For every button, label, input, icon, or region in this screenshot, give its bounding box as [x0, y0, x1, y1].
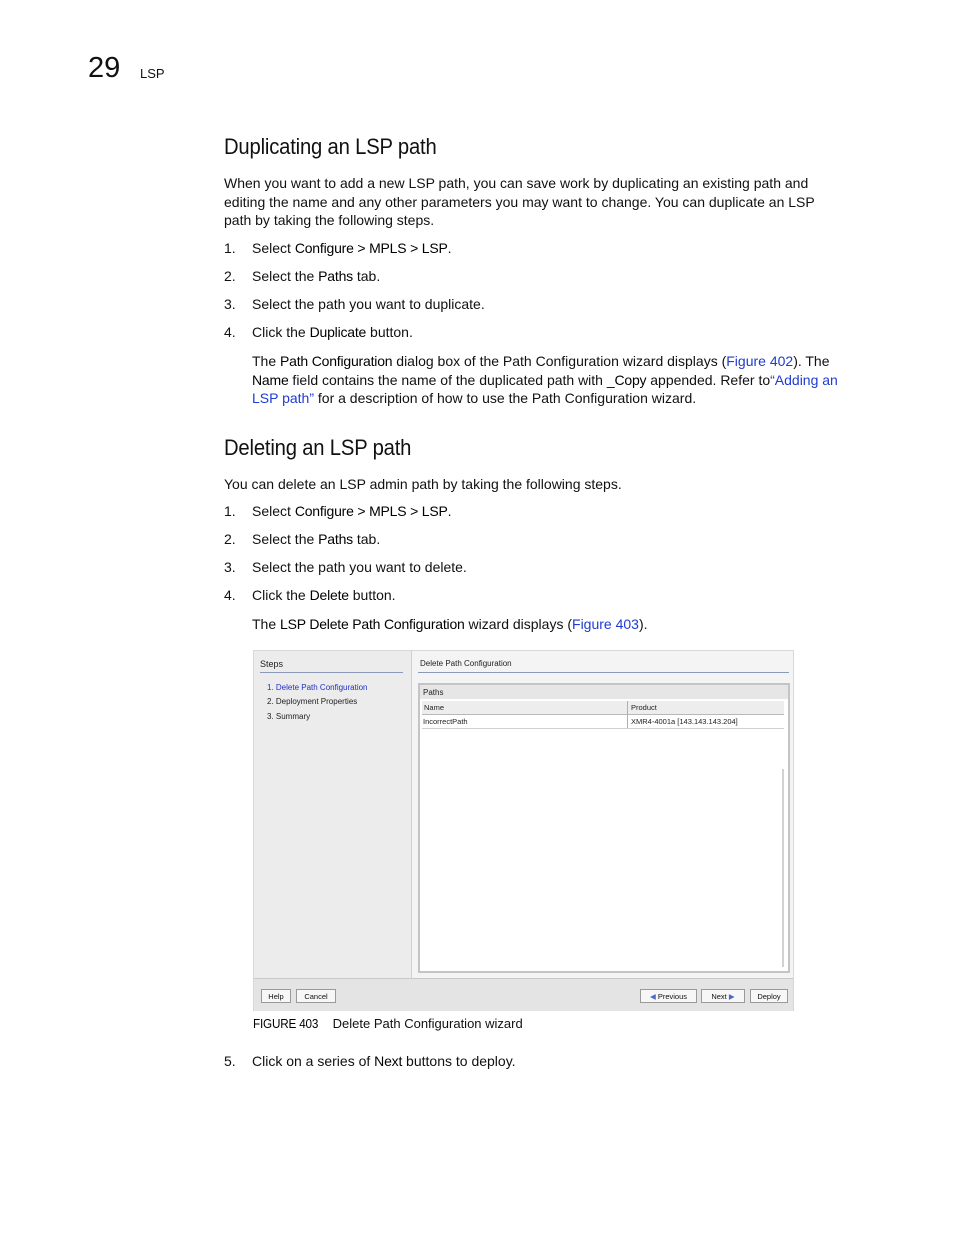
step-text: Click on a series of [252, 1053, 375, 1069]
note-bold: Name [252, 371, 289, 388]
note-text: ). The [793, 353, 830, 369]
step-text: . [447, 240, 452, 256]
button-bar [254, 978, 793, 1011]
step-number: 1. [224, 503, 236, 519]
arrow-left-icon: ◀ [649, 992, 656, 1001]
wizard-step-3[interactable]: 3. Summary [267, 712, 311, 721]
section-heading-duplicating: Duplicating an LSP path [224, 134, 437, 159]
step-note [252, 615, 874, 634]
intro-line: When you want to add a new LSP path, you can save work by duplicating an existing path and [224, 175, 809, 191]
step-item [224, 503, 452, 519]
step-number: 1. [224, 240, 236, 256]
step-number: 5. [224, 1053, 236, 1069]
step-number: 2. [224, 268, 236, 284]
step-text: tab. [352, 268, 381, 284]
paths-header [420, 685, 788, 699]
note-bold: _Copy [606, 371, 647, 388]
note-text: The [252, 353, 281, 369]
figure-402-link[interactable]: Figure 402 [726, 353, 794, 369]
step-text: Click the [252, 587, 310, 603]
intro-line: path by taking the following steps. [224, 212, 435, 229]
intro-paragraph [224, 174, 874, 230]
paths-table [418, 683, 790, 973]
step-item [224, 296, 485, 312]
figure-403-link[interactable]: Figure 403 [572, 616, 639, 632]
cancel-button[interactable]: Cancel [296, 989, 336, 1003]
note-bold: LSP Delete Path Configuration [280, 616, 465, 632]
step-text: Select [252, 503, 295, 519]
note-bold: Path Configuration [280, 353, 393, 369]
deploy-button[interactable]: Deploy [750, 989, 788, 1003]
figure-caption-text: Delete Path Configuration wizard [332, 1016, 523, 1031]
note-text: appended. Refer to [646, 371, 771, 388]
steps-title: Steps [260, 659, 284, 669]
panel-title: Delete Path Configuration [420, 659, 512, 668]
chapter-number: 29 [88, 52, 121, 84]
step-bold: Paths [318, 268, 353, 284]
adding-lsp-path-link[interactable]: LSP path” [252, 390, 315, 407]
table-row[interactable] [422, 715, 784, 729]
steps-divider [260, 672, 403, 673]
note-text: field contains the name of the duplicated path with [288, 371, 607, 388]
next-button[interactable] [701, 989, 745, 1003]
section-heading-deleting: Deleting an LSP path [224, 435, 412, 460]
note-text: ). [638, 616, 648, 632]
next-label: Next [711, 992, 727, 1001]
intro-paragraph: You can delete an LSP admin path by taking the following steps. [224, 476, 622, 492]
step-text: tab. [352, 531, 381, 547]
column-name-header[interactable]: Name [424, 703, 445, 712]
paths-label: Paths [423, 688, 444, 697]
step-text: buttons to deploy. [402, 1053, 516, 1069]
step-text: Select the path you want to duplicate. [252, 296, 485, 312]
step-item [224, 531, 380, 547]
step-number: 3. [224, 296, 236, 312]
note-text: dialog box of the Path Configuration wizard displays ( [392, 353, 727, 369]
step-text: Select [252, 240, 295, 256]
step-bold: Configure > MPLS > LSP [294, 240, 448, 256]
figure-caption [253, 1016, 523, 1031]
step-number: 4. [224, 587, 236, 603]
scrollbar[interactable] [782, 769, 784, 967]
steps-pane [254, 651, 412, 978]
step-bold: Delete [309, 587, 349, 603]
step-text: button. [348, 587, 396, 603]
panel-divider [418, 672, 789, 673]
chapter-title: LSP [140, 66, 165, 81]
step-number: 2. [224, 531, 236, 547]
arrow-right-icon: ▶ [728, 992, 735, 1001]
step-item [224, 240, 452, 256]
step-text: button. [366, 324, 413, 340]
step-bold: Configure > MPLS > LSP [294, 503, 448, 519]
adding-lsp-path-link[interactable]: “Adding an [770, 371, 838, 388]
step-item [224, 587, 396, 603]
main-pane [412, 651, 793, 978]
step-item [224, 559, 467, 575]
step-text: Select the [252, 531, 319, 547]
path-name-cell: IncorrectPath [423, 717, 468, 726]
step-text: Click the [252, 324, 310, 340]
step-text: . [447, 503, 452, 519]
step-number: 4. [224, 324, 236, 340]
intro-line: editing the name and any other parameters you may want to change. You can duplicate an LSP [224, 193, 815, 210]
step-bold: Duplicate [309, 324, 367, 340]
step-text: Select the [252, 268, 319, 284]
previous-button[interactable] [640, 989, 697, 1003]
column-product-header[interactable]: Product [631, 703, 657, 712]
step-bold: Next [374, 1053, 403, 1069]
wizard-step-2[interactable]: 2. Deployment Properties [267, 697, 358, 706]
help-button[interactable]: Help [261, 989, 291, 1003]
note-text: for a description of how to use the Path Configuration wizard. [314, 390, 697, 407]
step-bold: Paths [318, 531, 353, 547]
step-text: Select the path you want to delete. [252, 559, 467, 575]
step-item [224, 1053, 516, 1069]
table-header [422, 701, 784, 715]
step-note [252, 352, 874, 408]
product-cell: XMR4-4001a [143.143.143.204] [631, 717, 738, 726]
figure-label: FIGURE 403 [253, 1016, 319, 1031]
step-item [224, 324, 413, 340]
step-number: 3. [224, 559, 236, 575]
wizard-step-1[interactable]: 1. Delete Path Configuration [267, 683, 368, 692]
wizard-screenshot [253, 650, 794, 1011]
note-text: wizard displays ( [464, 616, 573, 632]
previous-label: Previous [657, 992, 688, 1001]
step-item [224, 268, 380, 284]
note-text: The [252, 616, 281, 632]
